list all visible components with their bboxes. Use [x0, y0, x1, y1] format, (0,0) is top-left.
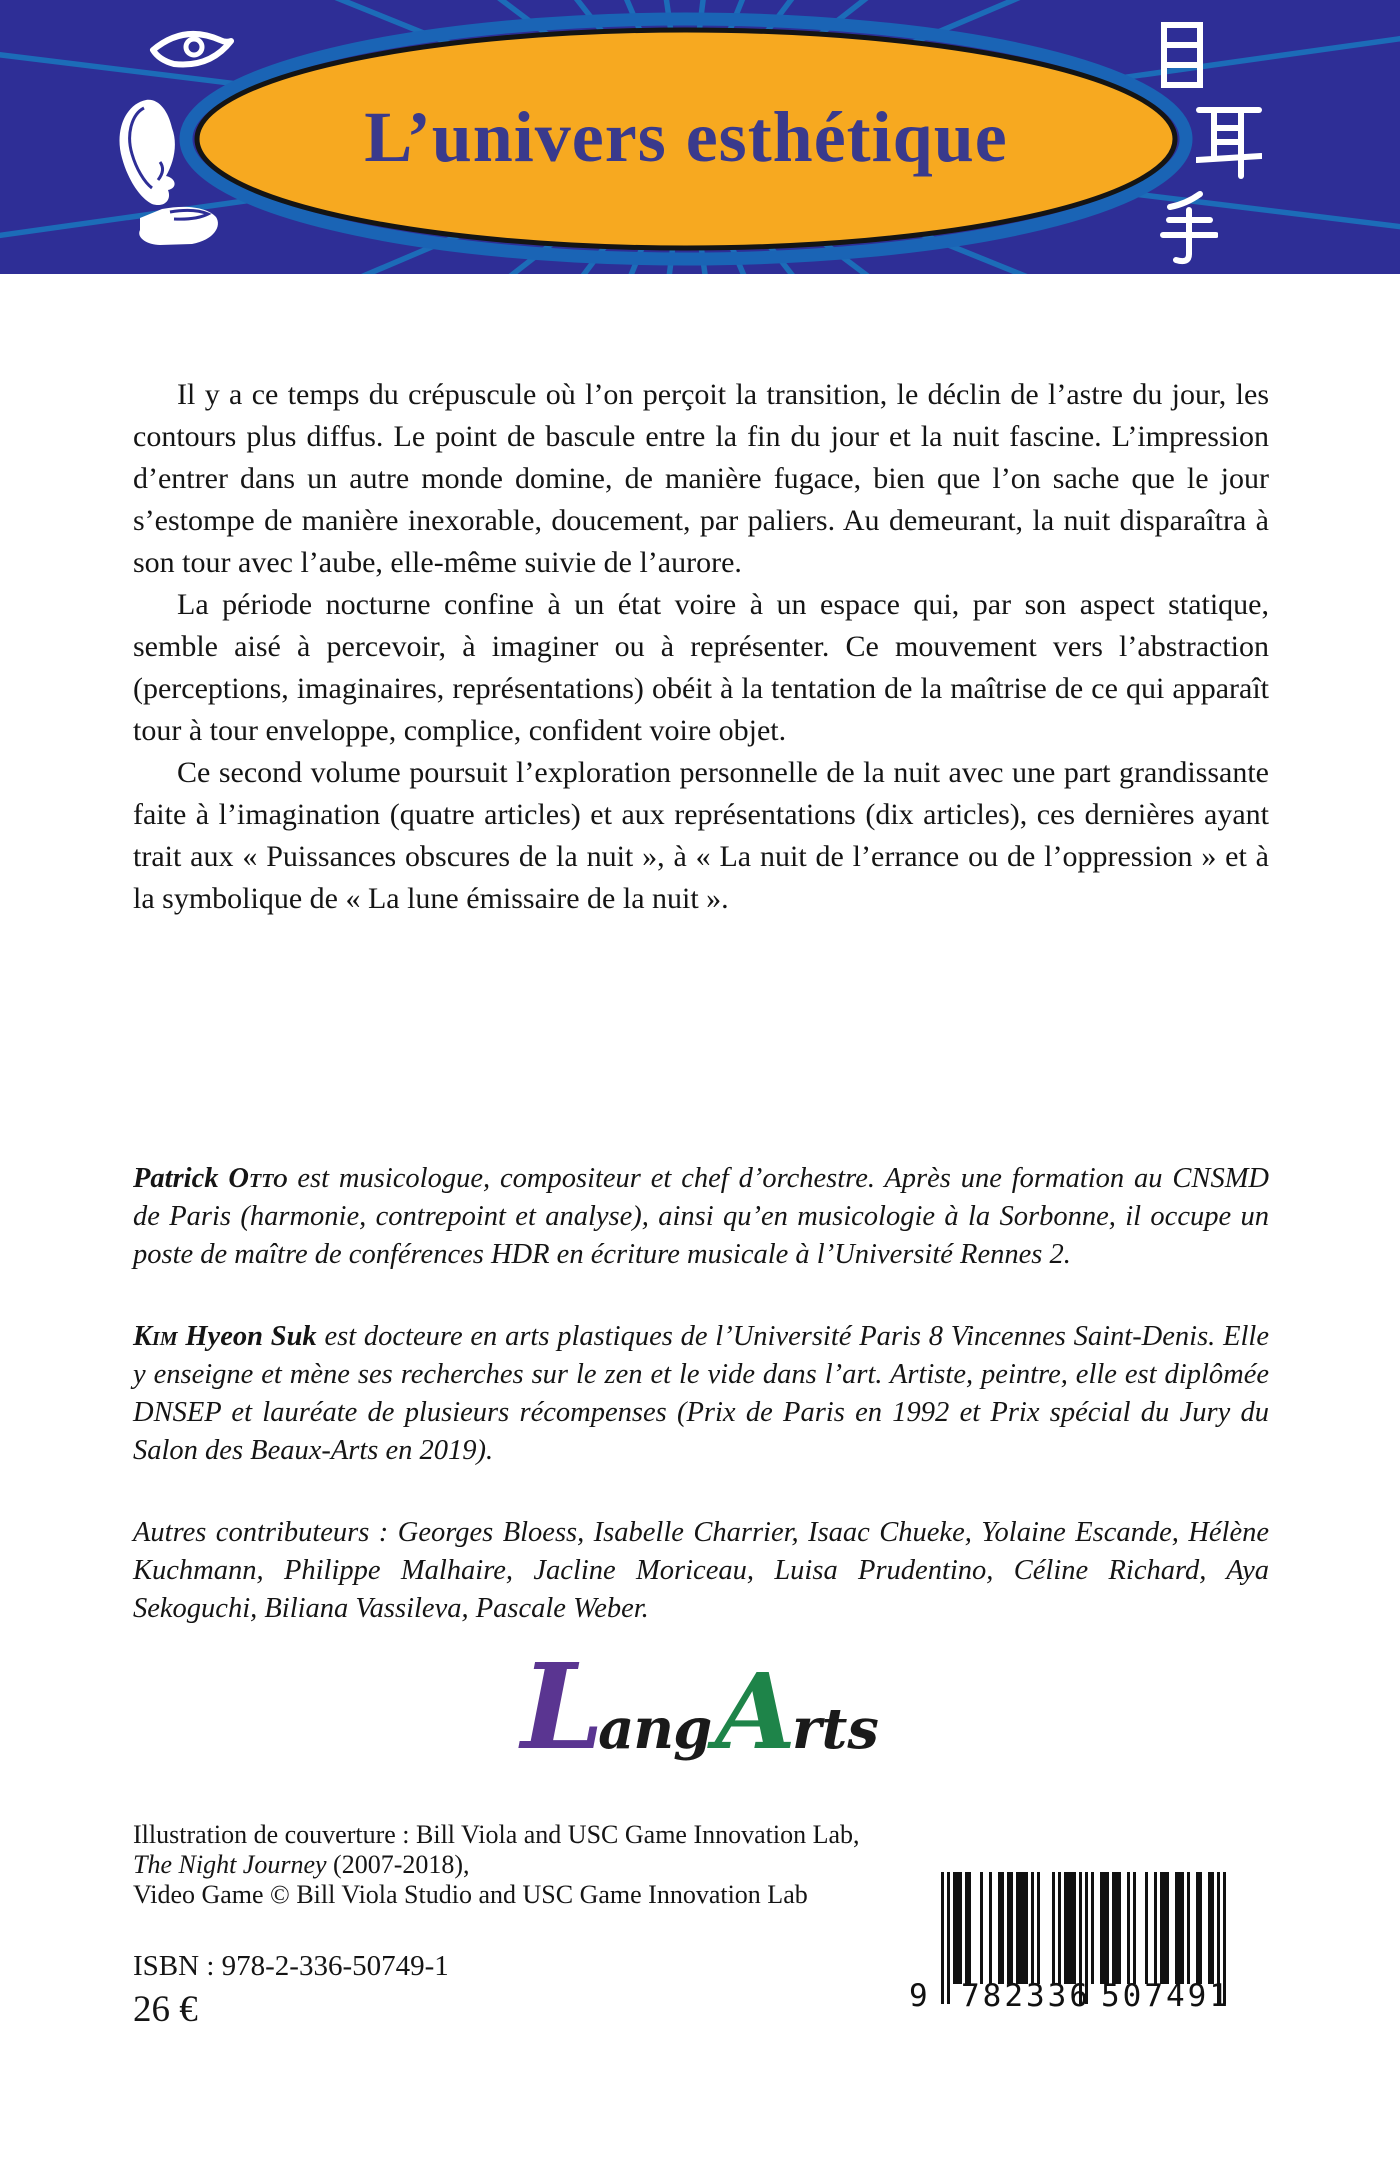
- author-bio-kim: [133, 1318, 1269, 1470]
- barcode-digit-lead: 9: [909, 1978, 931, 2014]
- header-band: [0, 0, 1400, 274]
- logo-letters-rts: rts: [791, 1696, 879, 1762]
- price-text: 26 €: [133, 1989, 198, 2030]
- contributors-names: Georges Bloess, Isabelle Charrier, Isaac Chueke, Yolaine Escande, Hélène Kuchmann, Philippe Malhaire, Jacline Moriceau, Luisa Prudentino, Céline Richard, Aya Sekoguchi, Biliana Vassileva, Pascale Weber.: [133, 1517, 1270, 1624]
- isbn-text: ISBN : 978-2-336-50749-1: [133, 1950, 449, 1982]
- series-title: L’univers esthétique: [364, 97, 1008, 177]
- cjk-eye-icon: [1157, 22, 1207, 88]
- bio-text: est docteure en arts plastiques de l’Université Paris 8 Vincennes Saint-Denis. Elle y enseigne et mène ses recherches sur le zen et le vide dans l’art. Artiste, peintre, elle est diplômée DNSEP et lauréate de plusieurs récompenses (Prix de Paris en 1992 et Prix spécial du Jury du Salon des Beaux-Arts en 2019).: [133, 1321, 1269, 1466]
- cjk-ear-icon: [1196, 104, 1262, 182]
- credit-work-years: (2007-2018),: [326, 1850, 470, 1879]
- cover-credit: [133, 1820, 953, 1910]
- logo-letters-ang: ang: [598, 1696, 712, 1762]
- ear-hieroglyph-icon: [112, 96, 184, 212]
- logo-letter-l: L: [521, 1637, 599, 1776]
- synopsis-paragraph-1: Il y a ce temps du crépuscule où l’on perçoit la transition, le déclin de l’astre du jour, les contours plus diffus. Le point de bascule entre la fin du jour et la nuit fascine. L’impression d’entrer dans un autre monde domine, de manière fugace, bien que l’on sache que le jour s’estompe de manière inexorable, doucement, par paliers. Au demeurant, la nuit disparaîtra à son tour avec l’aube, elle-même suivie de l’aurore.: [133, 378, 1269, 579]
- credit-line3: Video Game © Bill Viola Studio and USC Game Innovation Lab: [133, 1880, 808, 1909]
- author-bios: [133, 1160, 1269, 1628]
- synopsis: [133, 374, 1269, 920]
- cjk-hand-icon: [1160, 190, 1218, 266]
- barcode-digits-group2: 507491: [1101, 1978, 1231, 2014]
- logo-letter-a: A: [715, 1650, 792, 1773]
- contributors-paragraph: [133, 1514, 1269, 1628]
- author-bio-otto: [133, 1160, 1269, 1274]
- barcode-digits-group1: 782336: [961, 1978, 1091, 2014]
- bio-author-name: Kim Hyeon Suk: [133, 1321, 317, 1352]
- hand-hieroglyph-icon: [130, 204, 222, 250]
- langarts-logo: [521, 1637, 879, 1776]
- eye-hieroglyph-icon: [148, 22, 234, 74]
- credit-line2: [133, 1850, 953, 1880]
- credit-work-title: The Night Journey: [133, 1850, 327, 1879]
- credit-line1: Illustration de couverture : Bill Viola and USC Game Innovation Lab,: [133, 1820, 860, 1849]
- barcode: [905, 1872, 1250, 2047]
- synopsis-paragraph-3: Ce second volume poursuit l’exploration personnelle de la nuit avec une part grandissante faite à l’imagination (quatre articles) et aux représentations (dix articles), ces dernières ayant trait aux « Puissances obscures de la nuit », à « La nuit de l’errance ou de l’oppression » et à la symbolique de « La lune émissaire de la nuit ».: [133, 756, 1269, 915]
- bio-text: est musicologue, compositeur et chef d’orchestre. Après une formation au CNSMD de Paris (harmonie, contrepoint et analyse), ainsi qu’en musicologie à la Sorbonne, il occupe un poste de maître de conférences HDR en écriture musicale à l’Université Rennes 2.: [133, 1163, 1270, 1270]
- bio-author-name: Patrick Otto: [133, 1163, 288, 1194]
- synopsis-paragraph-2: La période nocturne confine à un état voire à un espace qui, par son aspect statique, semble aisé à percevoir, à imaginer ou à représenter. Ce mouvement vers l’abstraction (perceptions, imaginaires, représentations) obéit à la tentation de la maîtrise de ce qui apparaît tour à tour enveloppe, complice, confident voire objet.: [133, 588, 1269, 747]
- contributors-lead: Autres contributeurs :: [133, 1517, 389, 1548]
